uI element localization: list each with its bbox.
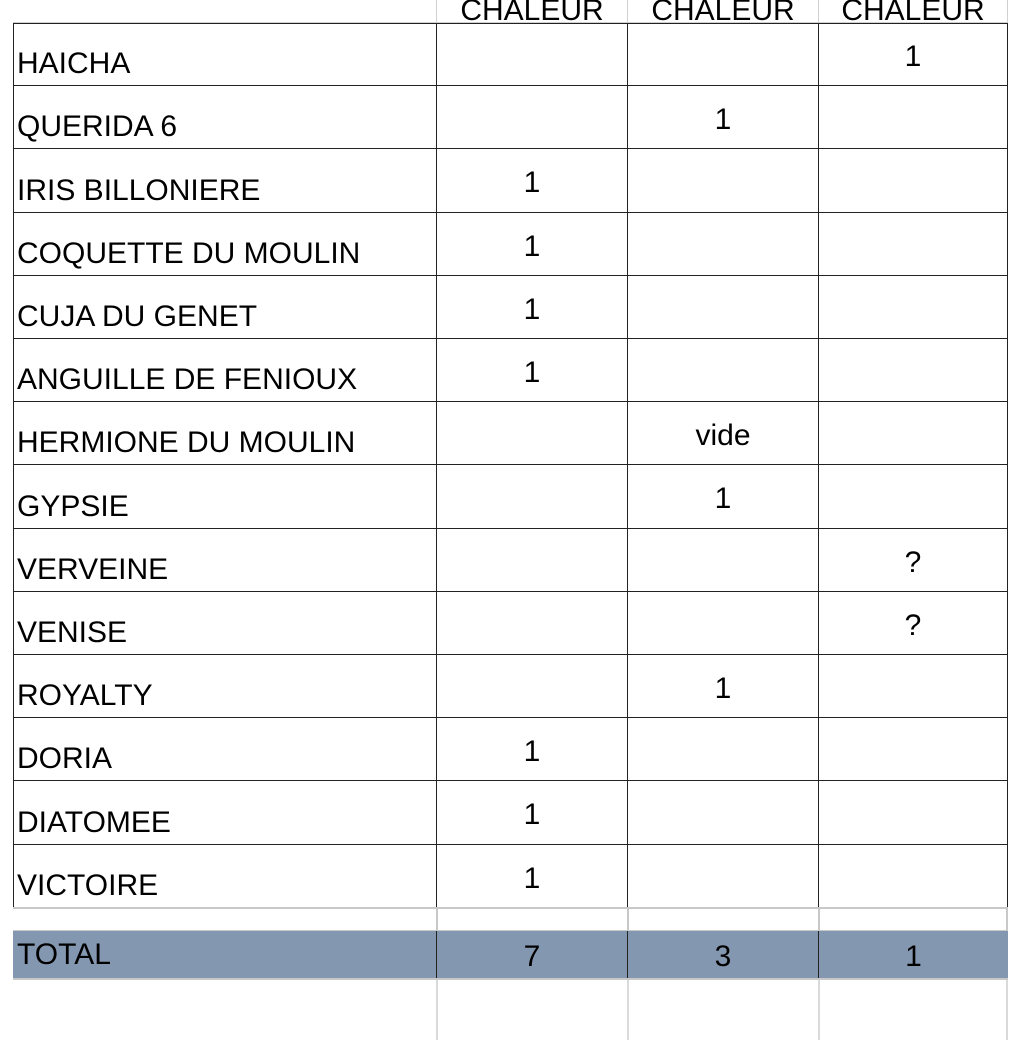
row-name: DIATOMEE xyxy=(17,805,171,839)
value-cell[interactable] xyxy=(436,465,627,527)
table-row xyxy=(13,86,1008,149)
value-cell[interactable] xyxy=(818,149,1008,211)
cell-value: vide xyxy=(695,419,751,453)
value-cell[interactable] xyxy=(627,23,818,85)
name-cell[interactable] xyxy=(13,592,436,654)
empty-cell[interactable] xyxy=(436,909,627,930)
value-cell[interactable] xyxy=(436,23,627,85)
cell-value: 1 xyxy=(523,798,541,832)
value-cell[interactable] xyxy=(627,339,818,401)
empty-cell[interactable] xyxy=(13,980,436,1040)
row-name: HERMIONE DU MOULIN xyxy=(17,426,356,460)
value-cell[interactable] xyxy=(818,465,1008,527)
name-cell[interactable] xyxy=(13,339,436,401)
value-cell[interactable] xyxy=(818,845,1008,907)
value-cell[interactable] xyxy=(436,276,627,338)
table-row xyxy=(13,718,1008,781)
value-cell[interactable] xyxy=(627,213,818,275)
value-cell[interactable] xyxy=(818,276,1008,338)
cell-value: 1 xyxy=(523,735,541,769)
grid-line xyxy=(13,23,14,907)
name-cell[interactable] xyxy=(13,276,436,338)
value-cell[interactable] xyxy=(627,465,818,527)
empty-row xyxy=(13,980,1008,1040)
total-label: TOTAL xyxy=(17,938,111,971)
value-cell[interactable] xyxy=(627,845,818,907)
name-cell[interactable] xyxy=(13,465,436,527)
name-cell[interactable] xyxy=(13,86,436,148)
value-cell[interactable] xyxy=(436,402,627,464)
value-cell[interactable] xyxy=(436,149,627,211)
total-value: 7 xyxy=(523,940,541,973)
table-row xyxy=(13,276,1008,339)
row-name: VERVEINE xyxy=(17,552,169,586)
value-cell[interactable] xyxy=(818,781,1008,843)
name-cell[interactable] xyxy=(13,402,436,464)
row-name: HAICHA xyxy=(17,47,131,81)
table-row xyxy=(13,213,1008,276)
column-header: CHALEUR xyxy=(841,0,985,27)
table-row xyxy=(13,845,1008,908)
name-cell[interactable] xyxy=(13,655,436,717)
cell-value: 1 xyxy=(714,103,732,137)
table-row xyxy=(13,402,1008,465)
cell-value: ? xyxy=(904,608,922,642)
total-label-cell[interactable] xyxy=(13,931,436,978)
table-row xyxy=(13,592,1008,655)
row-name: COQUETTE DU MOULIN xyxy=(17,236,361,270)
value-cell[interactable] xyxy=(818,529,1008,591)
total-cell[interactable] xyxy=(436,931,627,978)
table-row xyxy=(13,339,1008,402)
row-name: IRIS BILLONIERE xyxy=(17,173,261,207)
value-cell[interactable] xyxy=(436,529,627,591)
table-row xyxy=(13,781,1008,844)
table-row xyxy=(13,149,1008,212)
total-value: 1 xyxy=(905,940,922,973)
row-name: QUERIDA 6 xyxy=(17,110,178,144)
value-cell[interactable] xyxy=(436,781,627,843)
value-cell[interactable] xyxy=(818,592,1008,654)
cell-value: 1 xyxy=(714,482,732,516)
header-cell[interactable] xyxy=(436,0,627,27)
column-header: CHALEUR xyxy=(651,0,795,27)
cell-value: 1 xyxy=(523,229,541,263)
empty-cell[interactable] xyxy=(818,909,1008,930)
empty-cell[interactable] xyxy=(13,909,436,930)
cell-value: ? xyxy=(904,545,922,579)
value-cell[interactable] xyxy=(436,718,627,780)
empty-cell[interactable] xyxy=(627,909,818,930)
name-cell[interactable] xyxy=(13,529,436,591)
grid-line xyxy=(13,23,1008,24)
header-row xyxy=(13,0,1008,27)
name-cell[interactable] xyxy=(13,845,436,907)
cell-value: 1 xyxy=(714,672,732,705)
header-cell[interactable] xyxy=(13,0,436,22)
value-cell[interactable] xyxy=(436,86,627,148)
value-cell[interactable] xyxy=(627,592,818,654)
table-row xyxy=(13,529,1008,592)
cell-value: 1 xyxy=(523,166,541,200)
row-name: DORIA xyxy=(17,742,113,776)
value-cell[interactable] xyxy=(818,402,1008,464)
value-cell[interactable] xyxy=(627,655,818,717)
cell-value: 1 xyxy=(523,292,541,326)
value-cell[interactable] xyxy=(436,845,627,907)
cell-value: 1 xyxy=(523,356,541,389)
value-cell[interactable] xyxy=(436,339,627,401)
row-name: VICTOIRE xyxy=(17,868,159,902)
value-cell[interactable] xyxy=(436,655,627,717)
row-name: ROYALTY xyxy=(17,679,153,713)
name-cell[interactable] xyxy=(13,718,436,780)
cell-value: 1 xyxy=(523,861,541,895)
row-name: CUJA DU GENET xyxy=(17,299,258,333)
value-cell[interactable] xyxy=(818,23,1008,85)
name-cell[interactable] xyxy=(13,23,436,85)
total-cell[interactable] xyxy=(627,931,818,978)
value-cell[interactable] xyxy=(436,213,627,275)
total-value: 3 xyxy=(714,940,732,973)
table-row xyxy=(13,23,1008,86)
empty-cell[interactable] xyxy=(818,980,1008,1040)
value-cell[interactable] xyxy=(436,592,627,654)
value-cell[interactable] xyxy=(627,718,818,780)
table-row xyxy=(13,465,1008,528)
header-cell[interactable] xyxy=(818,0,1008,27)
value-cell[interactable] xyxy=(627,781,818,843)
empty-cell[interactable] xyxy=(436,980,627,1040)
value-cell[interactable] xyxy=(818,213,1008,275)
value-cell[interactable] xyxy=(818,86,1008,148)
value-cell[interactable] xyxy=(627,86,818,148)
name-cell[interactable] xyxy=(13,213,436,275)
total-cell[interactable] xyxy=(818,931,1008,978)
row-name: VENISE xyxy=(17,615,128,649)
empty-cell[interactable] xyxy=(627,980,818,1040)
name-cell[interactable] xyxy=(13,781,436,843)
table-row xyxy=(13,655,1008,718)
row-name: ANGUILLE DE FENIOUX xyxy=(17,363,358,397)
value-cell[interactable] xyxy=(627,529,818,591)
column-header: CHALEUR xyxy=(460,0,604,27)
value-cell[interactable] xyxy=(627,276,818,338)
value-cell[interactable] xyxy=(818,339,1008,401)
cell-value: 1 xyxy=(904,40,922,73)
value-cell[interactable] xyxy=(818,718,1008,780)
value-cell[interactable] xyxy=(818,655,1008,717)
row-name: GYPSIE xyxy=(17,489,129,523)
total-row xyxy=(13,931,1008,980)
header-cell[interactable] xyxy=(627,0,818,27)
spacer-row xyxy=(13,907,1008,931)
value-cell[interactable] xyxy=(627,149,818,211)
name-cell[interactable] xyxy=(13,149,436,211)
value-cell[interactable] xyxy=(627,402,818,464)
